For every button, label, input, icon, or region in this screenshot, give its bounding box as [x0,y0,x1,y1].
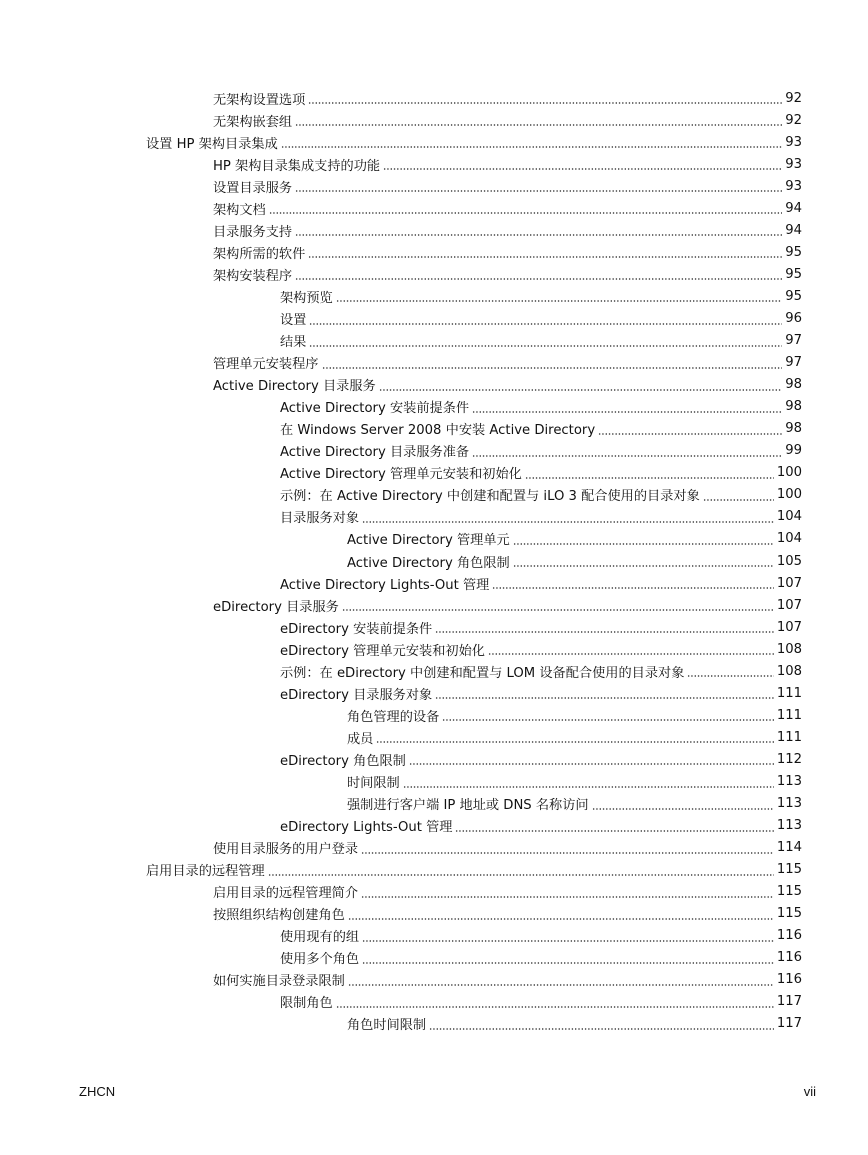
toc-entry-page-number: 93 [782,179,802,194]
toc-entry[interactable] [0,263,868,285]
dot-leader [322,367,783,369]
toc-entry-title: 如何实施目录登录限制 [213,970,348,989]
dot-leader [362,962,774,964]
toc-entry[interactable] [0,859,868,881]
toc-entry[interactable] [0,969,868,991]
toc-entry-title: 管理单元安装程序 [213,353,322,372]
toc-entry-title: 目录服务对象 [280,507,362,526]
toc-entry-title: 示例：在 eDirectory 中创建和配置与 LOM 设备配合使用的目录对象 [280,662,687,681]
toc-entry[interactable] [0,682,868,704]
toc-entry-title: 强制进行客户端 IP 地址或 DNS 名称访问 [347,794,592,813]
toc-entry-title: 设置 HP 架构目录集成 [146,133,281,152]
toc-entry-title: 无架构设置选项 [213,89,308,108]
toc-entry-title: 使用目录服务的用户登录 [213,838,361,857]
toc-entry-title: eDirectory 管理单元安装和初始化 [280,640,488,659]
toc-entry[interactable] [0,219,868,241]
toc-entry-page-number: 92 [782,113,802,128]
toc-entry-page-number: 105 [774,554,802,569]
dot-leader [336,300,782,302]
toc-entry-page-number: 107 [774,620,802,635]
dot-leader [703,499,774,501]
toc-entry-title: 架构所需的软件 [213,243,308,262]
toc-entry-title: Active Directory 目录服务 [213,375,379,394]
dot-leader [268,874,774,876]
dot-leader [336,1006,774,1008]
toc-entry-title: HP 架构目录集成支持的功能 [213,155,383,174]
toc-entry-page-number: 116 [774,928,802,943]
toc-entry-title: 限制角色 [280,992,336,1011]
toc-entry-title: eDirectory 目录服务 [213,596,342,615]
toc-entry-page-number: 95 [782,289,802,304]
toc-entry[interactable] [0,704,868,726]
dot-leader [295,124,782,126]
toc-entry-page-number: 95 [782,267,802,282]
toc-entry-title: 使用多个角色 [280,948,362,967]
toc-entry[interactable] [0,307,868,329]
dot-leader [295,234,782,236]
toc-entry[interactable] [0,330,868,352]
toc-entry-title: Active Directory 角色限制 [347,552,513,571]
toc-entry-page-number: 98 [782,421,802,436]
toc-entry-title: eDirectory Lights-Out 管理 [280,816,455,835]
dot-leader [513,565,774,567]
dot-leader [513,543,774,545]
toc-entry-page-number: 100 [774,465,802,480]
dot-leader [295,190,782,192]
dot-leader [429,1028,774,1030]
dot-leader [308,256,782,258]
toc-entry-page-number: 115 [774,862,802,877]
toc-entry[interactable] [0,925,868,947]
dot-leader [269,212,782,214]
toc-entry-title: Active Directory 管理单元 [347,529,513,548]
toc-entry-title: 角色时间限制 [347,1014,429,1033]
toc-entry[interactable] [0,660,868,682]
toc-entry[interactable] [0,241,868,263]
toc-entry-page-number: 96 [782,311,802,326]
toc-entry[interactable] [0,506,868,528]
toc-entry[interactable] [0,418,868,440]
dot-leader [455,830,773,832]
toc-entry-title: 示例：在 Active Directory 中创建和配置与 iLO 3 配合使用的目录对象 [280,485,703,504]
toc-entry-title: 成员 [347,728,376,747]
toc-entry[interactable] [0,616,868,638]
toc-entry-page-number: 107 [774,576,802,591]
toc-entry-title: 设置目录服务 [213,177,295,196]
toc-entry-title: eDirectory 安装前提条件 [280,618,435,637]
toc-entry[interactable] [0,175,868,197]
toc-entry-title: 目录服务支持 [213,221,295,240]
dot-leader [435,631,774,633]
toc-entry[interactable] [0,462,868,484]
dot-leader [472,455,782,457]
toc-entry-page-number: 94 [782,223,802,238]
toc-entry-page-number: 113 [774,774,802,789]
toc-entry-page-number: 117 [774,1016,802,1031]
dot-leader [598,433,782,435]
dot-leader [309,345,782,347]
toc-entry-page-number: 98 [782,399,802,414]
toc-entry-title: eDirectory 角色限制 [280,750,409,769]
toc-entry[interactable] [0,197,868,219]
dot-leader [361,852,774,854]
toc-entry-title: 按照组织结构创建角色 [213,904,348,923]
toc-entry[interactable] [0,131,868,153]
toc-entry-title: Active Directory 目录服务准备 [280,441,472,460]
dot-leader [309,323,782,325]
toc-entry-page-number: 112 [774,752,802,767]
toc-entry-page-number: 113 [774,796,802,811]
dot-leader [361,896,774,898]
toc-entry-page-number: 108 [774,642,802,657]
toc-entry-page-number: 93 [782,135,802,150]
toc-entry[interactable] [0,550,868,572]
toc-entry-page-number: 115 [774,884,802,899]
toc-entry-title: 设置 [280,309,309,328]
toc-entry-page-number: 92 [782,91,802,106]
toc-entry-page-number: 100 [774,487,802,502]
toc-entry[interactable] [0,528,868,550]
dot-leader [525,477,774,479]
dot-leader [409,763,774,765]
toc-entry-title: 架构安装程序 [213,265,295,284]
toc-entry-title: 无架构嵌套组 [213,111,295,130]
toc-entry-page-number: 104 [774,509,802,524]
dot-leader [442,719,774,721]
toc-entry[interactable] [0,837,868,859]
toc-entry-page-number: 93 [782,157,802,172]
footer-language-code: ZHCN [79,1084,116,1099]
dot-leader [348,918,774,920]
toc-entry[interactable] [0,440,868,462]
toc-entry-page-number: 108 [774,664,802,679]
toc-entry[interactable] [0,793,868,815]
dot-leader [383,168,782,170]
dot-leader [295,278,782,280]
toc-entry-title: 架构预览 [280,287,336,306]
toc-entry[interactable] [0,594,868,616]
toc-entry-page-number: 111 [774,730,802,745]
toc-entry[interactable] [0,881,868,903]
toc-entry[interactable] [0,352,868,374]
toc-entry-page-number: 113 [774,818,802,833]
toc-entry[interactable] [0,87,868,109]
toc-entry-page-number: 117 [774,994,802,1009]
toc-entry[interactable] [0,815,868,837]
toc-entry-page-number: 114 [774,840,802,855]
dot-leader [435,697,774,699]
toc-entry-page-number: 104 [774,531,802,546]
dot-leader [379,389,783,391]
toc-entry-title: 时间限制 [347,772,403,791]
toc-entry[interactable] [0,748,868,770]
toc-entry-page-number: 97 [782,355,802,370]
dot-leader [403,786,774,788]
toc-entry[interactable] [0,638,868,660]
toc-entry[interactable] [0,991,868,1013]
toc-entry[interactable] [0,1013,868,1035]
toc-entry-title: Active Directory 安装前提条件 [280,397,472,416]
dot-leader [592,808,774,810]
toc-entry-page-number: 99 [782,443,802,458]
toc-entry-title: Active Directory Lights-Out 管理 [280,574,492,593]
toc-entry[interactable] [0,153,868,175]
dot-leader [376,741,773,743]
toc-entry-title: 角色管理的设备 [347,706,442,725]
toc-entry-page-number: 116 [774,972,802,987]
toc-entry[interactable] [0,903,868,925]
dot-leader [492,587,773,589]
toc-entry-title: 启用目录的远程管理简介 [213,882,361,901]
dot-leader [348,984,774,986]
dot-leader [488,653,774,655]
toc-entry-page-number: 116 [774,950,802,965]
toc-entry-page-number: 107 [774,598,802,613]
toc-entry-page-number: 111 [774,708,802,723]
toc-entry[interactable] [0,374,868,396]
toc-entry-title: 使用现有的组 [280,926,362,945]
table-of-contents [0,87,868,1035]
toc-entry-page-number: 98 [782,377,802,392]
toc-entry-title: 结果 [280,331,309,350]
toc-entry[interactable] [0,726,868,748]
dot-leader [362,940,774,942]
toc-entry[interactable] [0,285,868,307]
toc-entry-page-number: 95 [782,245,802,260]
dot-leader [342,609,774,611]
dot-leader [687,675,773,677]
toc-entry-title: 架构文档 [213,199,269,218]
toc-entry-page-number: 115 [774,906,802,921]
toc-entry-title: 在 Windows Server 2008 中安装 Active Directory [280,419,598,438]
toc-entry[interactable] [0,947,868,969]
toc-entry[interactable] [0,396,868,418]
toc-entry-title: eDirectory 目录服务对象 [280,684,435,703]
toc-entry-title: Active Directory 管理单元安装和初始化 [280,463,525,482]
toc-entry[interactable] [0,572,868,594]
footer-page-number: vii [803,1084,816,1099]
toc-entry-page-number: 94 [782,201,802,216]
dot-leader [362,521,774,523]
dot-leader [308,102,782,104]
toc-entry[interactable] [0,484,868,506]
dot-leader [472,411,782,413]
toc-entry[interactable] [0,109,868,131]
dot-leader [281,146,782,148]
toc-entry[interactable] [0,770,868,792]
toc-entry-page-number: 97 [782,333,802,348]
toc-entry-title: 启用目录的远程管理 [146,860,268,879]
toc-entry-page-number: 111 [774,686,802,701]
